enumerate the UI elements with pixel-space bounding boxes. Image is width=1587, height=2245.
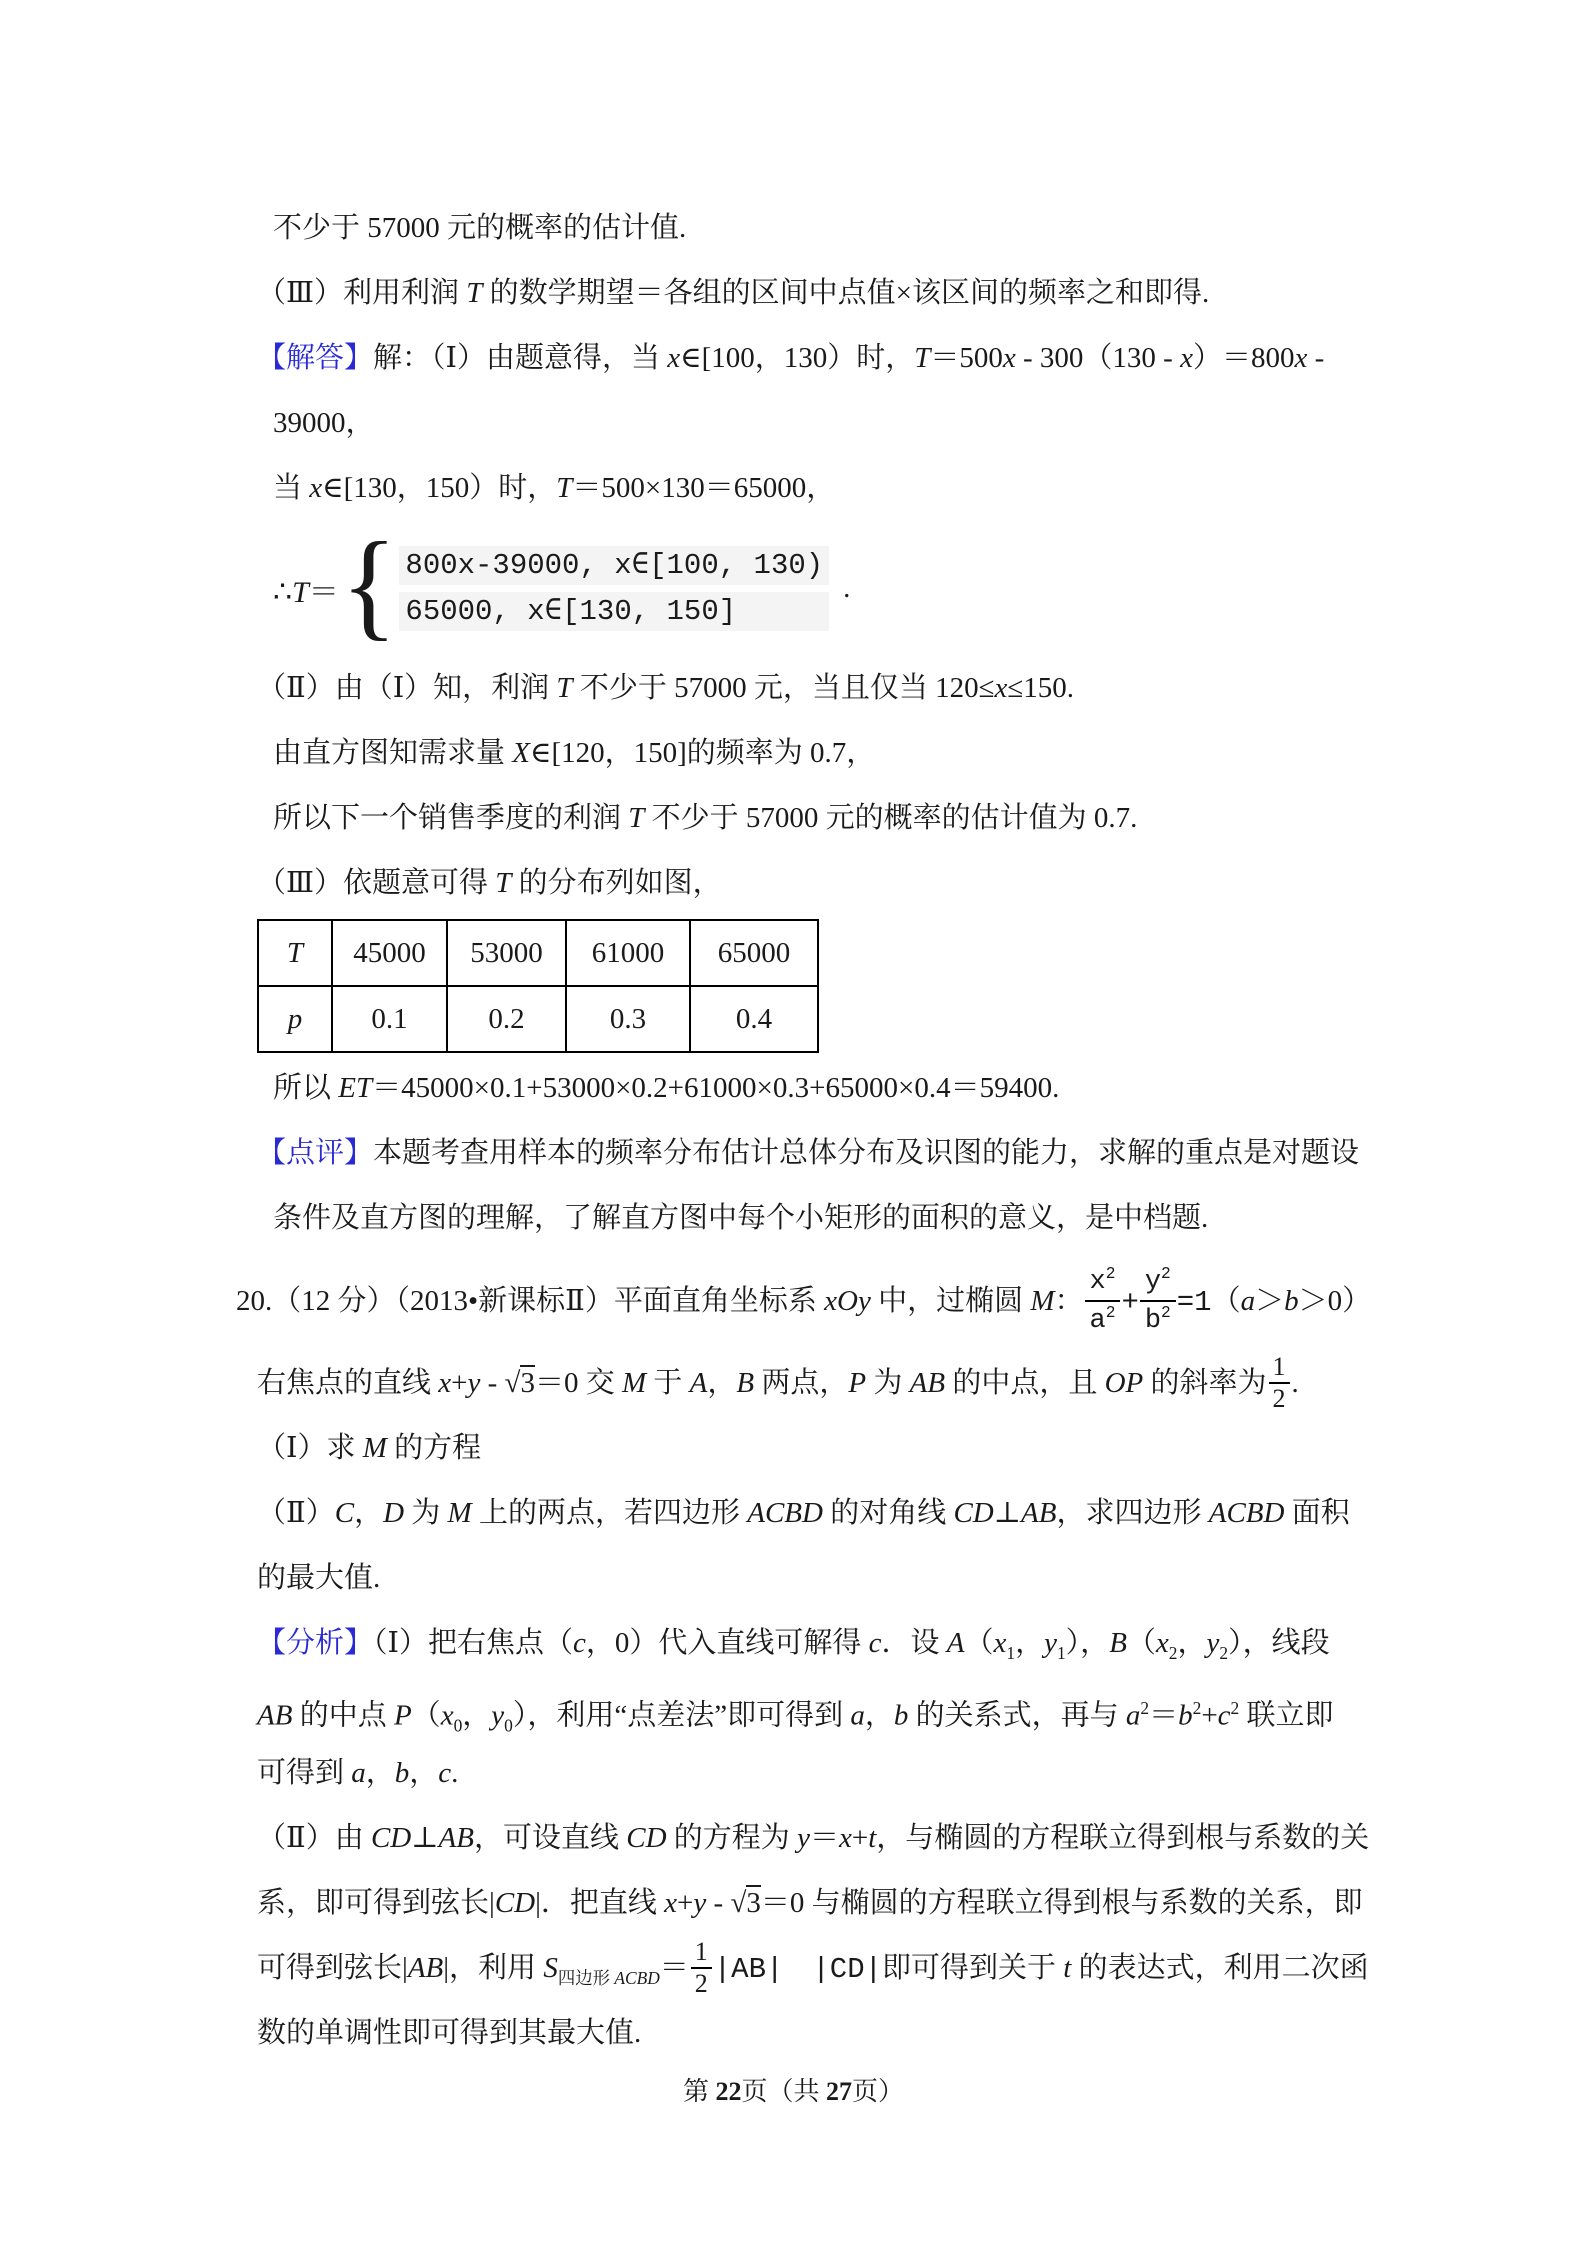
solution-line-probability-07: 所以下一个销售季度的利润 T 不少于 57000 元的概率的估计值为 0.7.: [273, 802, 1138, 834]
piecewise-period: .: [843, 572, 851, 604]
solution-line-answer-start: 【解答】解：（Ⅰ）由题意得，当 x∈[100，130）时，T＝500x - 300（130 - x）＝800x -: [257, 342, 1325, 374]
comment-line-2: 条件及直方图的理解，了解直方图中每个小矩形的面积的意义，是中档题.: [273, 1202, 1209, 1234]
table-cell-p-value: 0.1: [332, 986, 447, 1052]
question20-line-focal: 右焦点的直线 x+y - √3＝0 交 M 于 A，B 两点，P 为 AB 的中点，且 OP 的斜率为 $\frac{1}{2}$ .: [257, 1351, 1299, 1414]
solution-line-expectation: 所以 ET＝45000×0.1+53000×0.2+61000×0.3+65000×0.4＝59400.: [273, 1072, 1060, 1104]
comment-line-1: 【点评】本题考查用样本的频率分布估计总体分布及识图的能力，求解的重点是对题设: [257, 1137, 1360, 1169]
piecewise-case-2: 65000, x∈[130, 150]: [399, 592, 829, 631]
analysis-line-6: 可得到弦长|AB|，利用 $S_{四边形 ACBD}=$ $\frac{1}{2}$ |AB| |CD|即可得到关于 t 的表达式，利用二次函: [257, 1936, 1369, 1999]
distribution-table-block: [257, 916, 1587, 1056]
solution-line-case2-text: 当 x∈[130，150）时，T＝500×130＝65000，: [273, 472, 836, 504]
table-cell-t-label: T: [258, 920, 332, 986]
analysis-line-7: 数的单调性即可得到其最大值.: [257, 2017, 642, 2049]
piecewise-formula: [257, 517, 1587, 656]
table-cell-p-value: 0.3: [566, 986, 690, 1052]
distribution-table: [257, 919, 819, 1053]
question20-part1: （Ⅰ）求 M 的方程: [257, 1432, 482, 1464]
footer-prefix: 第: [682, 2077, 716, 2106]
table-cell-t-value: 65000: [690, 920, 818, 986]
table-cell-t-value: 61000: [566, 920, 690, 986]
piecewise-lead: ∴T＝: [273, 575, 339, 609]
solution-line-histogram: 由直方图知需求量 X∈[120，150]的频率为 0.7，: [273, 737, 876, 769]
solution-line-part3-hint: （Ⅲ）利用利润 T 的数学期望＝各组的区间中点值×该区间的频率之和即得.: [257, 277, 1210, 309]
piecewise-case-1: 800x-39000, x∈[100, 130): [399, 546, 829, 585]
analysis-line-4: （Ⅱ）由 CD⊥AB，可设直线 CD 的方程为 y＝x+t，与椭圆的方程联立得到根与系数的关: [257, 1822, 1370, 1854]
analysis-line-3: 可得到 a，b，c.: [257, 1757, 459, 1789]
solution-line-part2: （Ⅱ）由（Ⅰ）知，利润 T 不少于 57000 元，当且仅当 120≤x≤150.: [257, 672, 1075, 704]
table-cell-p-value: 0.2: [447, 986, 566, 1052]
question20-part2: （Ⅱ）C，D 为 M 上的两点，若四边形 ACBD 的对角线 CD⊥AB，求四边形 ACBD 面积: [257, 1497, 1350, 1529]
table-row-t: [258, 920, 818, 986]
footer-total-pages: 27: [826, 2077, 852, 2106]
footer-mid: 页（共: [741, 2077, 826, 2106]
question20-head: 20.（12 分）（2013•新课标Ⅱ）平面直角坐标系 xOy 中，过椭圆 M： $\frac{x^2}{a^2}$ + $\frac{y^2}{b^2}$ =1（a＞b＞0）: [236, 1265, 1372, 1337]
solution-line-39000: 39000，: [273, 407, 375, 439]
solution-line-part3: （Ⅲ）依题意可得 T 的分布列如图，: [257, 867, 722, 899]
analysis-line-5: 系，即可得到弦长|CD|．把直线 x+y - √3＝0 与椭圆的方程联立得到根与系数的关系，即: [257, 1887, 1363, 1919]
table-row-p: [258, 986, 818, 1052]
analysis-line-1: 【分析】（Ⅰ）把右焦点（c，0）代入直线可解得 c．设 $A(x_1$，$y_1$），$B(x_2$，$y_2$），线段: [257, 1627, 1330, 1663]
table-cell-t-value: 53000: [447, 920, 566, 986]
analysis-line-2: AB 的中点 $P(x_0$，$y_0$），利用“点差法”即可得到 a，b 的关系式，再与 $a^2=b^2+c^2$ 联立即: [257, 1698, 1334, 1736]
page-footer: [0, 2072, 1587, 2112]
left-brace-glyph: {: [340, 517, 398, 651]
solution-line-probability-estimate: 不少于 57000 元的概率的估计值.: [273, 212, 687, 244]
piecewise-cases: [399, 546, 829, 631]
footer-suffix: 页）: [852, 2077, 905, 2106]
table-cell-p-label: p: [258, 986, 332, 1052]
question20-part2-cont: 的最大值.: [257, 1562, 381, 1594]
table-cell-t-value: 45000: [332, 920, 447, 986]
table-cell-p-value: 0.4: [690, 986, 818, 1052]
footer-page-number: 22: [715, 2077, 742, 2106]
